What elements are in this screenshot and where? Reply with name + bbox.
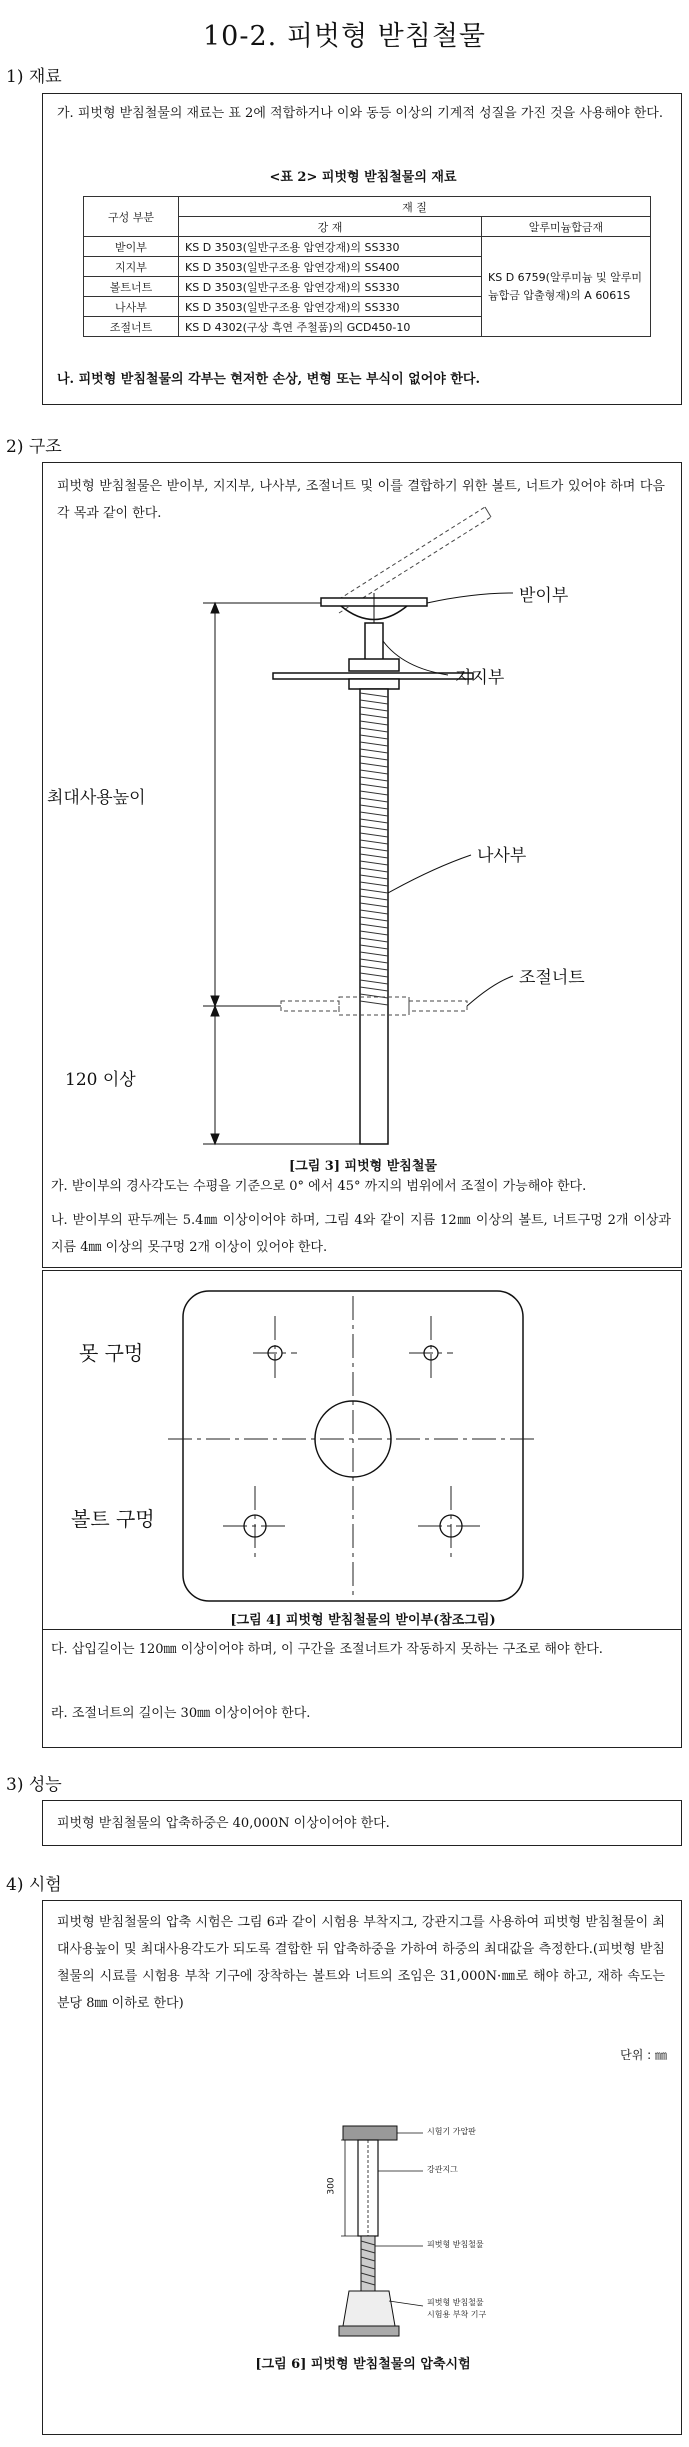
label-120: 120 이상 — [65, 1070, 136, 1090]
structure-box-bottom — [42, 1270, 682, 1630]
figure-3-pivot-support — [43, 463, 683, 1269]
performance-box — [42, 1800, 682, 1846]
fig6-label-press: 시험기 가압판 — [427, 2127, 476, 2136]
figure-6-caption: [그림 6] 피벗형 받침철물의 압축시험 — [255, 2357, 471, 2372]
label-nail-hole: 못 구멍 — [79, 1341, 144, 1365]
table-header-part: 구성 부분 — [84, 197, 179, 237]
label-bat: 받이부 — [519, 586, 569, 606]
dimension-300 — [341, 2140, 358, 2236]
fig6-label-fixture-b: 시험용 부착 기구 — [427, 2310, 487, 2319]
table-row — [84, 237, 651, 257]
table-cell-part: 조절너트 — [84, 317, 179, 337]
label-jojeol: 조절너트 — [519, 968, 585, 988]
section-heading-structure: 2) 구조 — [6, 437, 62, 457]
section-heading-test: 4) 시험 — [6, 1875, 62, 1895]
label-max-height: 최대사용높이 — [47, 788, 146, 808]
table-cell-steel: KS D 3503(일반구조용 압연강재)의 SS330 — [179, 237, 482, 257]
press-plate — [343, 2126, 397, 2140]
dim-300-label: 300 — [326, 2177, 337, 2195]
fig6-label-fixture-a: 피벗형 받침철물 — [427, 2298, 484, 2307]
figure-4-head-plate — [43, 1271, 683, 1631]
test-box — [42, 1900, 682, 2435]
table-cell-steel: KS D 3503(일반구조용 압연강재)의 SS330 — [179, 297, 482, 317]
section-heading-performance: 3) 성능 — [6, 1775, 62, 1795]
materials-table — [83, 196, 651, 337]
structure-para-ga: 가. 받이부의 경사각도는 수평을 기준으로 0° 에서 45° 까지의 범위에서 조절이 가능해야 한다. — [51, 1179, 587, 1194]
table-cell-part: 받이부 — [84, 237, 179, 257]
figure-6-leaders — [375, 2133, 423, 2306]
table-cell-alu: KS D 6759(알루미늄 및 알루미늄합금 압출형재)의 A 6061S — [482, 237, 651, 337]
table-header-alu: 알루미늄합금재 — [482, 217, 651, 237]
table-caption: <표 2> 피벗형 받침철물의 재료 — [269, 170, 457, 185]
materials-para-na: 나. 피벗형 받침철물의 각부는 현저한 손상, 변형 또는 부식이 없어야 한다. — [57, 372, 481, 387]
unit-label: 단위 : ㎜ — [620, 2048, 667, 2062]
structure-para-da: 다. 삽입길이는 120㎜ 이상이어야 하며, 이 구간을 조절너트가 작동하지 못하는 구조로 해야 한다. — [51, 1642, 603, 1657]
table-cell-steel: KS D 4302(구상 흑연 주철품)의 GCD450-10 — [179, 317, 482, 337]
table-cell-steel: KS D 3503(일반구조용 압연강재)의 SS400 — [179, 257, 482, 277]
fig6-label-support: 피벗형 받침철물 — [427, 2240, 484, 2249]
table-header-steel: 강 재 — [179, 217, 482, 237]
table-cell-part: 볼트너트 — [84, 277, 179, 297]
table-cell-part: 지지부 — [84, 257, 179, 277]
table-cell-steel: KS D 3503(일반구조용 압연강재)의 SS330 — [179, 277, 482, 297]
center-lines — [168, 1296, 538, 1596]
materials-para-ga: 가. 피벗형 받침철물의 재료는 표 2에 적합하거나 이와 동등 이상의 기계적 성질을 가진 것을 사용해야 한다. — [57, 106, 663, 121]
test-fixture — [343, 2291, 395, 2326]
table-header-material: 재 질 — [179, 197, 651, 217]
figure-4-caption: [그림 4] 피벗형 받침철물의 받이부(참조그림) — [230, 1613, 496, 1628]
section-heading-materials: 1) 재료 — [6, 67, 62, 87]
table-cell-part: 나사부 — [84, 297, 179, 317]
label-bolt-hole: 볼트 구멍 — [71, 1507, 155, 1531]
structure-box-top — [42, 462, 682, 1268]
fig6-label-jig: 강관지그 — [427, 2165, 458, 2174]
support-neck — [365, 623, 383, 663]
label-nasa: 나사부 — [477, 846, 527, 866]
materials-box — [42, 93, 682, 405]
page-title: 10-2. 피벗형 받침철물 — [203, 21, 486, 52]
label-jiji: 지지부 — [455, 668, 505, 688]
tilt-indicator — [333, 507, 491, 613]
dimension-lines — [203, 603, 360, 1144]
structure-para-ra: 라. 조절너트의 길이는 30㎜ 이상이어야 한다. — [51, 1706, 311, 1721]
support-collar — [349, 659, 399, 671]
test-text: 피벗형 받침철물의 압축 시험은 그림 6과 같이 시험용 부착지그, 강관지그를 사용하여 피벗형 받침철물이 최대사용높이 및 최대사용각도가 되도록 결합한 뒤 압축하중을 가하여 하중의 최대값을 측정한다.(피벗형 받침철물의 시료를 시험용 부착 기구에 장착하는 볼트와 너트의 조임은 31,000N·㎜로 해야 하고, 재하 속도는 분당 8㎜ 이하로 한다) — [57, 1915, 665, 2011]
callout-lines — [383, 593, 513, 1006]
structure-para-na: 나. 받이부의 판두께는 5.4㎜ 이상이어야 하며, 그림 4와 같이 지름 12㎜ 이상의 볼트, 너트구멍 2개 이상과 지름 4㎜ 이상의 못구멍 2개 이상이 있어야 한다. — [51, 1213, 671, 1255]
figure-3-caption: [그림 3] 피벗형 받침철물 — [289, 1159, 437, 1174]
threaded-rod — [360, 689, 388, 1144]
structure-intro: 피벗형 받침철물은 받이부, 지지부, 나사부, 조절너트 및 이를 결합하기 위한 볼트, 너트가 있어야 하며 다음 각 목과 같이 한다. — [57, 479, 665, 521]
performance-text: 피벗형 받침철물의 압축하중은 40,000N 이상이어야 한다. — [57, 1816, 390, 1831]
structure-box-bottom-text — [42, 1630, 682, 1748]
